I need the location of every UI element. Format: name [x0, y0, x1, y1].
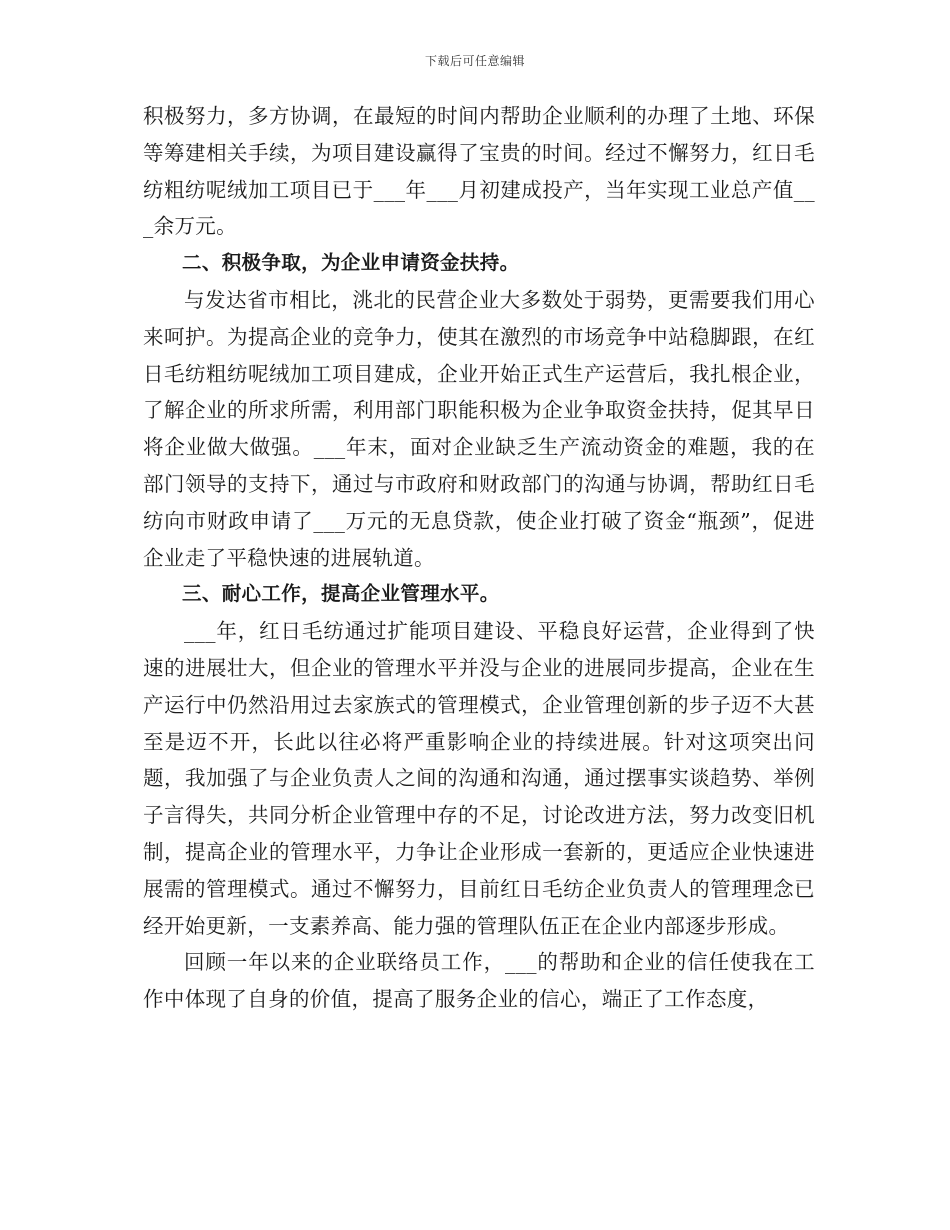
- section-heading-3: 三、耐心工作，提高企业管理水平。: [182, 582, 500, 606]
- paragraph-continuation: 积极努力，多方协调，在最短的时间内帮助企业顺利的办理了土地、环保等筹建相关手续，为项目建设赢得了宝贵的时间。经过不懈努力，红日毛纺粗纺呢绒加工项目已于___年___月初建成投产，当年实现工业总产值___余万元。: [143, 104, 815, 239]
- section-heading-2: 二、积极争取，为企业申请资金扶持。: [182, 251, 520, 275]
- header-note: 下载后可任意编辑: [424, 54, 525, 68]
- document-body: [143, 98, 815, 1018]
- paragraph-review: 回顾一年以来的企业联络员工作，___的帮助和企业的信任使我在工作中体现了自身的价值，提高了服务企业的信心，端正了工作态度，: [143, 950, 815, 1012]
- paragraph-funding: 与发达省市相比，洮北的民营企业大多数处于弱势，更需要我们用心来呵护。为提高企业的竞争力，使其在激烈的市场竞争中站稳脚跟，在红日毛纺粗纺呢绒加工项目建成，企业开始正式生产运营后，我扎根企业，了解企业的所求所需，利用部门职能积极为企业争取资金扶持，促其早日将企业做大做强。___年末，面对企业缺乏生产流动资金的难题，我的在部门领导的支持下，通过与市政府和财政部门的沟通与协调，帮助红日毛纺向市财政申请了___万元的无息贷款，使企业打破了资金“瓶颈”，促进企业走了平稳快速的进展轨道。: [143, 287, 815, 570]
- paragraph-management: ___年，红日毛纺通过扩能项目建设、平稳良好运营，企业得到了快速的进展壮大，但企业的管理水平并没与企业的进展同步提高，企业在生产运行中仍然沿用过去家族式的管理模式，企业管理创新的步子迈不大甚至是迈不开，长此以往必将严重影响企业的持续进展。针对这项突出问题，我加强了与企业负责人之间的沟通和沟通，通过摆事实谈趋势、举例子言得失，共同分析企业管理中存的不足，讨论改进方法，努力改变旧机制，提高企业的管理水平，力争让企业形成一套新的，更适应企业快速进展需的管理模式。通过不懈努力，目前红日毛纺企业负责人的管理理念已经开始更新，一支素养高、能力强的管理队伍正在企业内部逐步形成。: [143, 619, 815, 938]
